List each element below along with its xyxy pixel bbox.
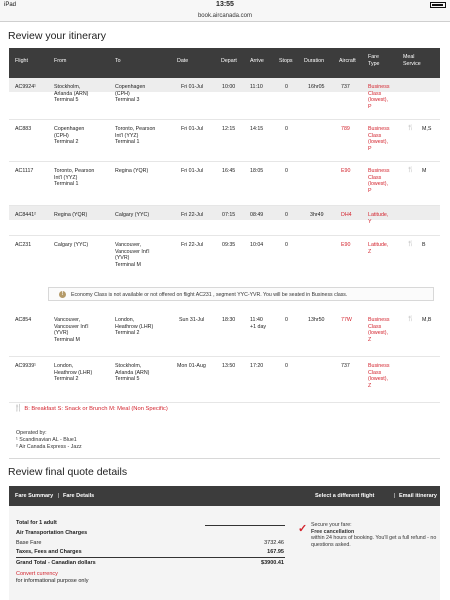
fare-type-link[interactable]: Business Class (lowest), Z (368, 317, 390, 343)
to-airport: Toronto, Pearson Int'l (YYZ) Terminal 1 (115, 126, 156, 145)
taxes-value: 167.95 (267, 549, 284, 555)
col-to: To (115, 58, 121, 64)
operated-by-2: ² Air Canada Express - Jazz (16, 443, 82, 450)
grand-total-value: $3900.41 (261, 560, 284, 566)
fare-type-link[interactable]: Business Class (lowest), Z (368, 363, 390, 389)
table-row (9, 206, 440, 236)
aircraft-link[interactable]: DH4 (341, 212, 352, 218)
tab-fare-details[interactable]: Fare Details (63, 493, 95, 499)
fare-type-link[interactable]: Business Class (lowest), P (368, 84, 390, 110)
to-airport: Calgary (YYC) (115, 212, 150, 218)
arrive-time: 18:05 (250, 168, 264, 174)
utensils-icon: 🍴 (407, 241, 414, 247)
free-cancellation: Free cancellation (311, 528, 355, 535)
link-separator: | (394, 493, 396, 499)
total-for: Total for 1 adult (16, 520, 57, 526)
info-icon: ! (59, 291, 66, 298)
flight-date: Fri 01-Jul (181, 168, 204, 174)
clock: 13:55 (216, 1, 234, 8)
col-stops: Stops (279, 58, 293, 64)
depart-time: 07:15 (222, 212, 236, 218)
from-airport: Toronto, Pearson Int'l (YYZ) Terminal 1 (54, 168, 95, 187)
itinerary-table (9, 48, 440, 427)
aircraft-link[interactable]: 77W (341, 317, 352, 323)
flight-date: Fri 01-Jul (181, 126, 204, 132)
rule (16, 557, 285, 558)
taxes-label: Taxes, Fees and Charges (16, 549, 82, 555)
checkmark-icon: ✓ (298, 523, 308, 535)
status-bar (0, 0, 450, 10)
stops: 0 (285, 363, 288, 369)
battery-icon (430, 2, 446, 8)
table-header (9, 48, 440, 78)
table-row (9, 236, 440, 286)
info-only: for informational purpose only (16, 578, 89, 584)
from-airport: Copenhagen (CPH) Terminal 2 (54, 126, 85, 145)
flight-number: AC231 (15, 242, 32, 248)
secure-text: within 24 hours of booking. You'll get a full refund - no questions asked. (311, 535, 437, 548)
fare-header (9, 486, 440, 506)
col-depart: Depart (221, 58, 237, 64)
flight-number: AC854 (15, 317, 32, 323)
fare-type-link[interactable]: Latitude, Y (368, 212, 389, 225)
aircraft: 737 (341, 363, 350, 369)
flight-number: AC1117 (15, 168, 34, 174)
tab-separator: | (58, 493, 60, 499)
col-from: From (54, 58, 67, 64)
operated-by-title: Operated by: (16, 430, 47, 436)
legend-snack: S: Snack or Brunch (57, 406, 108, 412)
operated-by (16, 430, 82, 450)
fare-type-link[interactable]: Business Class (lowest), P (368, 126, 390, 152)
duration: 13hr50 (308, 317, 325, 323)
flight-date: Fri 22-Jul (181, 242, 204, 248)
duration: 16hr05 (308, 84, 325, 90)
grand-total-label: Grand Total - Canadian dollars (16, 560, 96, 566)
stops: 0 (285, 242, 288, 248)
table-row (9, 78, 440, 120)
col-date: Date (177, 58, 189, 64)
table-row (9, 162, 440, 206)
fare-type-link[interactable]: Business Class (lowest), P (368, 168, 390, 194)
meal-legend (14, 404, 168, 412)
flight-number: AC9939¹ (15, 363, 36, 369)
stops: 0 (285, 126, 288, 132)
utensils-icon: 🍴 (407, 167, 414, 173)
legend-meal: M: Meal (Non Specific) (109, 406, 168, 412)
legend-breakfast: B: Breakfast (24, 406, 56, 412)
to-airport: Copenhagen (CPH) Terminal 3 (115, 84, 146, 103)
divider (9, 458, 440, 459)
flight-date: Sun 31-Jul (179, 317, 205, 323)
col-arrive: Arrive (250, 58, 264, 64)
col-flight: Flight (15, 58, 28, 64)
utensils-icon: 🍴 (14, 405, 23, 412)
base-fare-value: 3732.46 (264, 540, 284, 546)
to-airport: Stockholm, Arlanda (ARN) Terminal 5 (115, 363, 150, 382)
arrive-time: 10:04 (250, 242, 264, 248)
meal-code: M,S (422, 126, 432, 132)
select-flight-link[interactable]: Select a different flight (315, 493, 375, 499)
depart-time: 18:30 (222, 317, 236, 323)
aircraft-link[interactable]: E90 (341, 242, 351, 248)
col-meal: Meal Service (403, 54, 421, 67)
seating-notice (48, 287, 434, 301)
convert-currency-link[interactable]: Convert currency (16, 571, 58, 577)
air-charges: Air Transportation Charges (16, 530, 88, 536)
depart-time: 10:00 (222, 84, 236, 90)
aircraft: 737 (341, 84, 350, 90)
rule (205, 525, 285, 526)
fare-type-link[interactable]: Latitude, Z (368, 242, 389, 255)
stops: 0 (285, 317, 288, 323)
itinerary-title: Review your itinerary (8, 30, 107, 42)
to-airport: London, Heathrow (LHR) Terminal 2 (115, 317, 154, 336)
flight-date: Mon 01-Aug (177, 363, 206, 369)
table-row (9, 311, 440, 357)
depart-time: 09:35 (222, 242, 236, 248)
arrive-time: 11:10 (250, 84, 263, 90)
operated-by-1: ¹ Scandinavian AL - Blue1 (16, 436, 77, 443)
flight-number: AC883 (15, 126, 32, 132)
carrier-label: iPad (4, 2, 17, 8)
tab-fare-summary[interactable]: Fare Summary (15, 493, 54, 499)
utensils-icon: 🍴 (407, 316, 414, 322)
aircraft-link[interactable]: E90 (341, 168, 351, 174)
meal-code: M (422, 168, 427, 174)
base-fare-label: Base Fare (16, 540, 42, 546)
from-airport: London, Heathrow (LHR) Terminal 2 (54, 363, 93, 382)
secure-fare (311, 522, 441, 548)
to-airport: Vancouver, Vancouver Int'l (YVR) Terminal M (115, 242, 150, 268)
depart-time: 16:45 (222, 168, 236, 174)
meal-code: B (422, 242, 426, 248)
arrive-time: 17:20 (250, 363, 264, 369)
stops: 0 (285, 84, 288, 90)
from-airport: Calgary (YYC) (54, 242, 89, 248)
address-bar[interactable]: book.aircanada.com (0, 10, 450, 22)
flight-number: AC8441² (15, 212, 36, 218)
from-airport: Stockholm, Arlanda (ARN) Terminal 5 (54, 84, 89, 103)
from-airport: Regina (YQR) (54, 212, 88, 218)
arrive-time: 11:40 +1 day (250, 317, 267, 330)
secure-line: Secure your fare: (311, 522, 352, 528)
meal-code: M,B (422, 317, 432, 323)
aircraft-link[interactable]: 789 (341, 126, 350, 132)
col-fare-type: Fare Type (368, 54, 380, 67)
flight-date: Fri 22-Jul (181, 212, 204, 218)
flight-number: AC9924¹ (15, 84, 36, 90)
col-duration: Duration (304, 58, 325, 64)
table-row (9, 357, 440, 403)
notice-text: Economy Class is not available or not offered on flight AC231 , segment YYC-YVR. You will be seated in Business class. (71, 292, 348, 298)
col-aircraft: Aircraft (339, 58, 356, 64)
fare-title: Review final quote details (8, 466, 128, 478)
to-airport: Regina (YQR) (115, 168, 149, 174)
stops: 0 (285, 212, 288, 218)
arrive-time: 14:15 (250, 126, 264, 132)
depart-time: 12:15 (222, 126, 236, 132)
depart-time: 13:50 (222, 363, 236, 369)
table-row (9, 120, 440, 162)
flight-date: Fri 01-Jul (181, 84, 204, 90)
stops: 0 (285, 168, 288, 174)
from-airport: Vancouver, Vancouver Int'l (YVR) Terminal M (54, 317, 89, 343)
arrive-time: 08:49 (250, 212, 264, 218)
email-itinerary-link[interactable]: Email itinerary (399, 493, 437, 499)
duration: 3hr49 (310, 212, 324, 218)
utensils-icon: 🍴 (407, 125, 414, 131)
